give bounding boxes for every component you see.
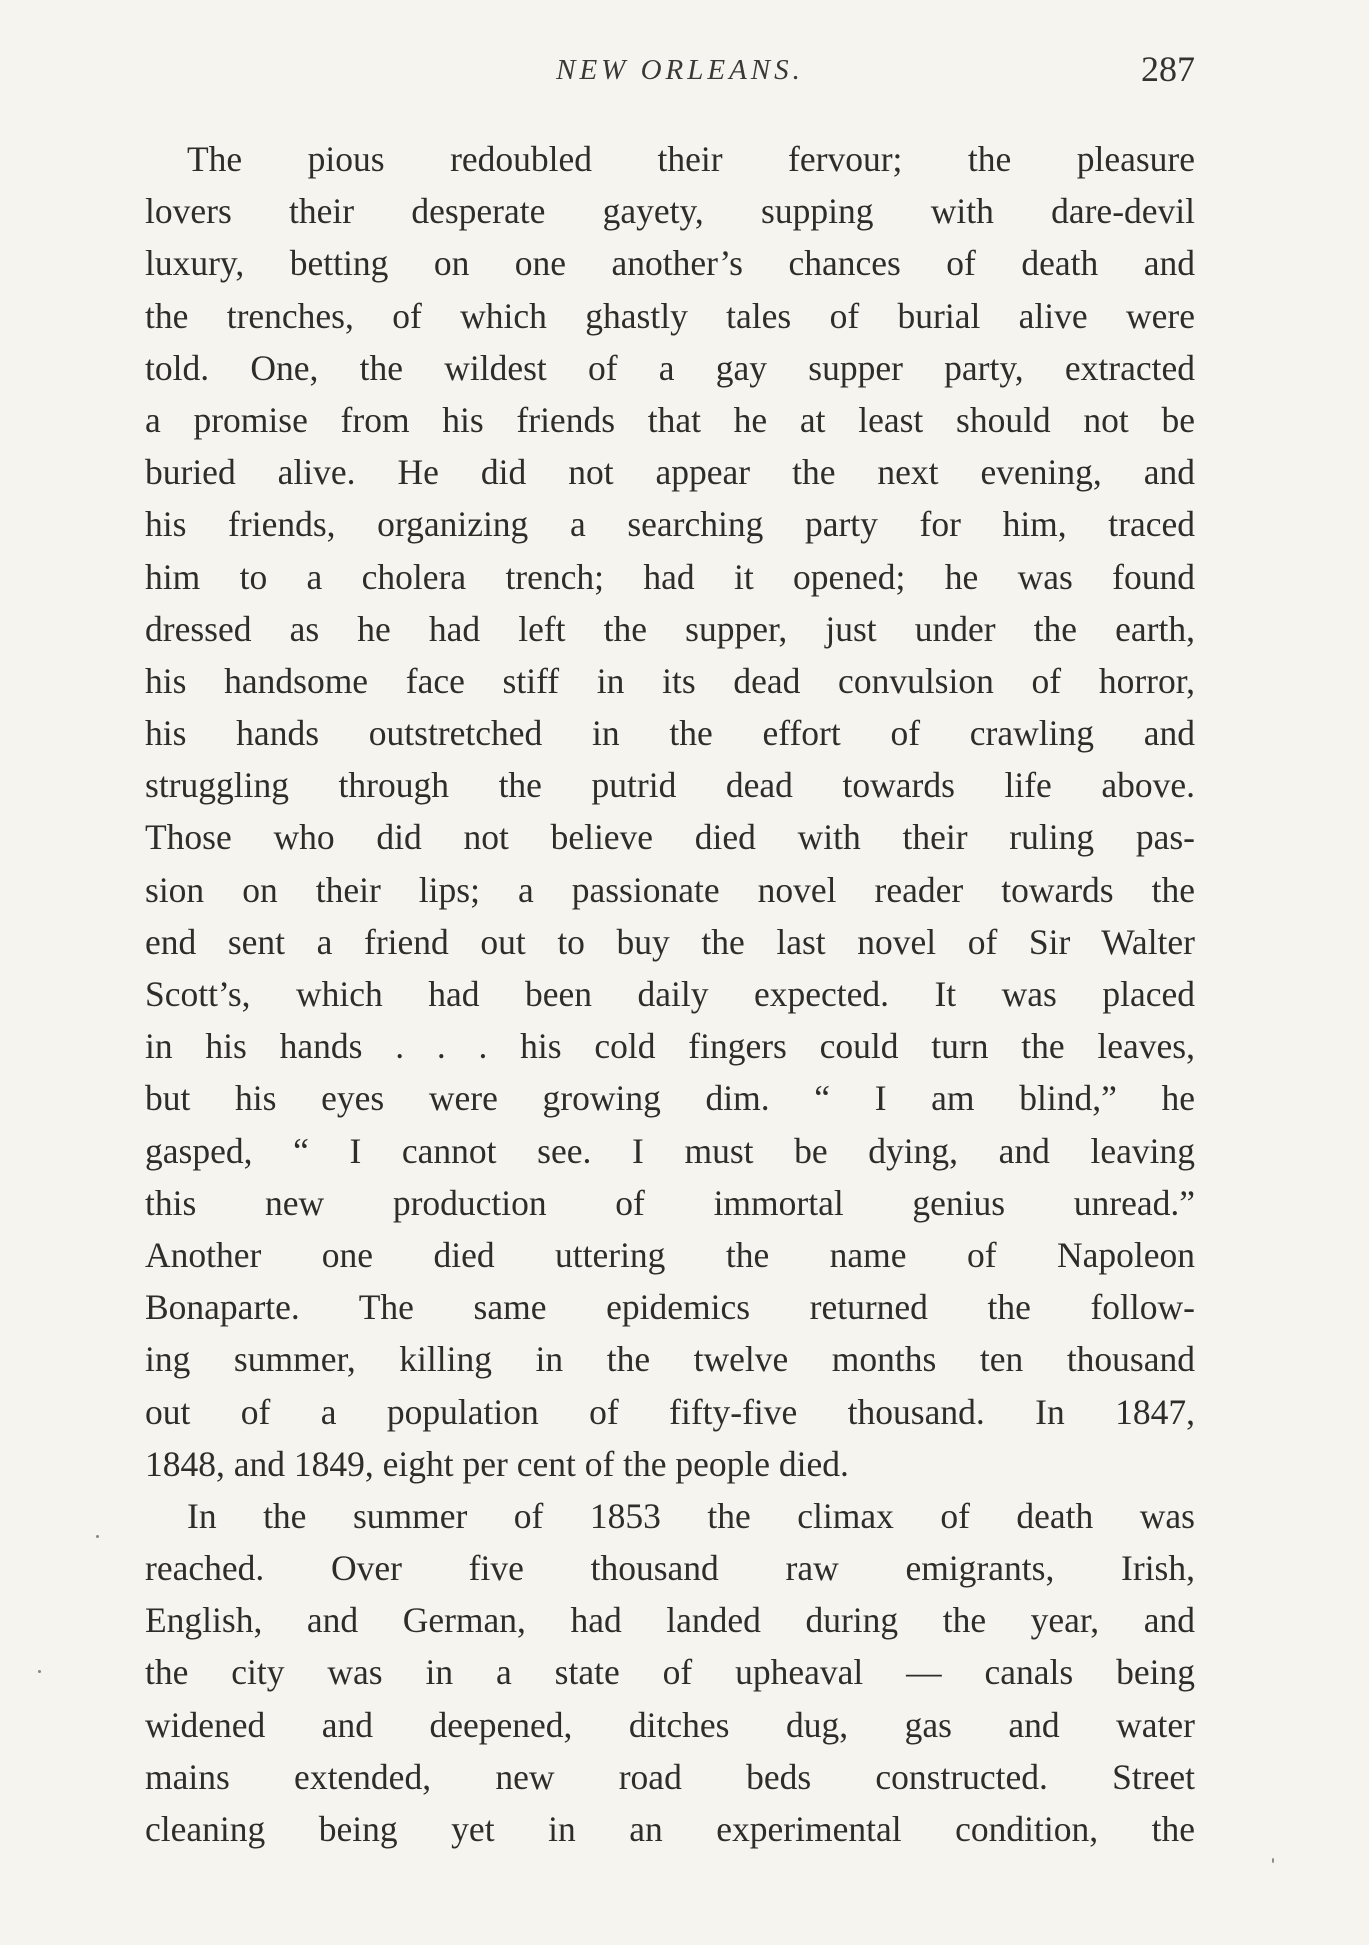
text-line: reached. Over five thousand raw emigrants, Irish,	[145, 1548, 1195, 1589]
print-speck	[38, 1670, 41, 1673]
print-speck	[96, 1535, 99, 1538]
text-line: but his eyes were growing dim. “ I am blind,” he	[145, 1078, 1195, 1119]
text-line: the city was in a state of upheaval — canals being	[145, 1652, 1195, 1693]
text-line: English, and German, had landed during the year, and	[145, 1600, 1195, 1641]
text-line: cleaning being yet in an experimental condition, the	[145, 1809, 1195, 1849]
text-line: luxury, betting on one another’s chances of death and	[145, 243, 1195, 284]
text-line: out of a population of fifty-five thousand. In 1847,	[145, 1391, 1195, 1432]
text-line: In the summer of 1853 the climax of death was	[187, 1495, 1195, 1536]
text-line: 1848, and 1849, eight per cent of the people died.	[145, 1443, 849, 1484]
body-text	[145, 133, 1195, 1855]
text-line: him to a cholera trench; had it opened; he was found	[145, 556, 1195, 597]
text-line: told. One, the wildest of a gay supper party, extracted	[145, 347, 1195, 388]
text-line: dressed as he had left the supper, just under the earth,	[145, 608, 1195, 649]
text-line: The pious redoubled their fervour; the pleasure	[187, 139, 1195, 179]
text-line: the trenches, of which ghastly tales of burial alive were	[145, 295, 1195, 336]
text-line: end sent a friend out to buy the last novel of Sir Walter	[145, 921, 1195, 962]
text-line: ing summer, killing in the twelve months ten thousand	[145, 1339, 1195, 1380]
running-title: NEW ORLEANS.	[556, 54, 804, 86]
text-line: his hands outstretched in the effort of crawling and	[145, 713, 1195, 754]
text-line: his handsome face stiff in its dead convulsion of horror,	[145, 660, 1195, 701]
page-number: 287	[1141, 49, 1195, 89]
text-line: Scott’s, which had been daily expected. It was placed	[145, 974, 1195, 1014]
text-line: his friends, organizing a searching party for him, traced	[145, 504, 1195, 545]
text-line: Bonaparte. The same epidemics returned the follow-	[145, 1287, 1195, 1328]
text-line: in his hands . . . his cold fingers could turn the leaves,	[145, 1026, 1195, 1067]
text-line: a promise from his friends that he at least should not be	[145, 399, 1195, 440]
paragraph-1	[145, 133, 1195, 1490]
text-line: gasped, “ I cannot see. I must be dying, and leaving	[145, 1130, 1195, 1171]
text-line: sion on their lips; a passionate novel reader towards the	[145, 869, 1195, 910]
text-line: Another one died uttering the name of Napoleon	[145, 1234, 1195, 1275]
text-line: buried alive. He did not appear the next evening, and	[145, 452, 1195, 493]
text-line: lovers their desperate gayety, supping with dare-devil	[145, 191, 1195, 232]
text-line: this new production of immortal genius unread.”	[145, 1182, 1195, 1223]
text-line: widened and deepened, ditches dug, gas and water	[145, 1704, 1195, 1745]
text-line: struggling through the putrid dead towards life above.	[145, 765, 1195, 806]
running-header	[145, 48, 1195, 98]
paragraph-2	[145, 1490, 1195, 1855]
print-speck	[1272, 1858, 1274, 1863]
text-line: mains extended, new road beds constructed. Street	[145, 1756, 1195, 1797]
text-line: Those who did not believe died with their ruling pas-	[145, 817, 1195, 858]
